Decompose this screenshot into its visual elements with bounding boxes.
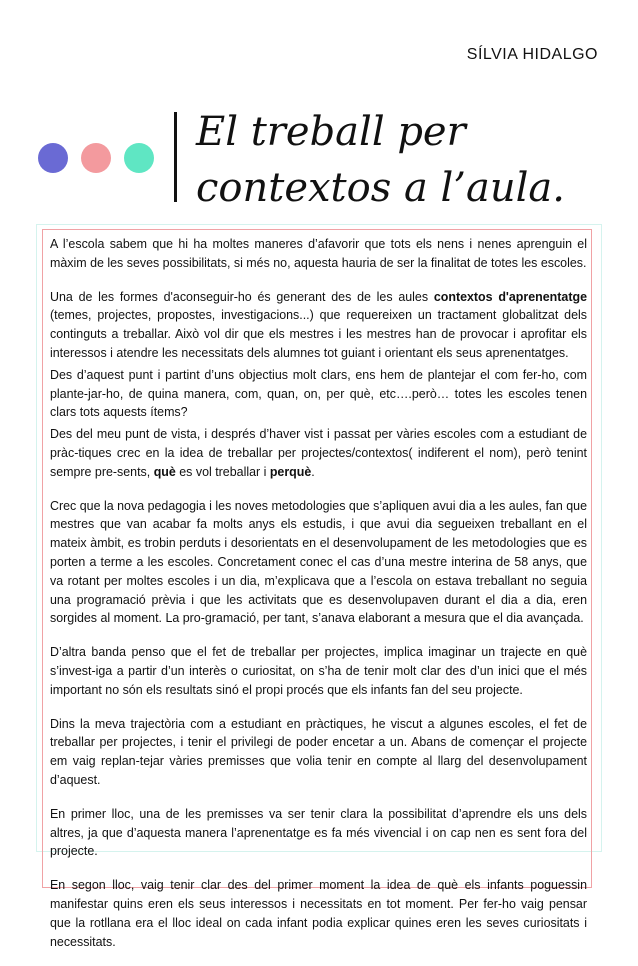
author-name: SÍLVIA HIDALGO [466,46,598,63]
article-body [50,235,587,966]
paragraph-2-text-a: Una de les formes d'aconseguir-ho és generant des de les aules [50,289,434,304]
mint-dot-icon [124,143,154,173]
paragraph-6: D’altra banda penso que el fet de treballar per projectes, implica imaginar un trajecte en què s’invest-iga a partir d’un interès o curiositat, on s’ha de tenir molt clar des d’un inici que el més important no són els resultats sinó el propi procés que els infants fan del seu projecte. [50,645,587,697]
blue-dot-icon [38,143,68,173]
paragraph-4-que: què [153,464,176,479]
paragraph-4-perque: perquè [269,464,312,479]
paragraph-5: Crec que la nova pedagogia i les noves metodologies que s’apliquen avui dia a les aules, fan que mestres que van acabar fa molts anys els estudis, i que avui dia segueixen treballant en el mateix àmbit, es trobin perduts i desorientats en el desenvolupament de les metodologies que es porten a terme a les escoles. Concretament conec el cas d’una mestre interina de 58 anys, que va rotant per moltes escoles i un dia, m’explicava que a l’escola on estava treballant no seguia una programació prèvia i que les activitats que es desenvolupaven durant el dia a dia, eren sorgides al moment. La pro-gramació, per tant, s’anava elaborant a mesura que el dia avançada. [50,498,587,626]
decorative-dots [38,143,158,177]
paragraph-2-text-b: (temes, projectes, propostes, investigacions...) que requereixen un tractament globalitzat dels continguts a treballar. Això vol dir que els mestres i les mestres han de provocar i aprofitar els interessos i atendre les necessitats dels alumnes tot guiant i orientant els seus aprenentatges. [50,308,587,360]
paragraph-2 [50,288,587,363]
paragraph-4-text-a: Des del meu punt de vista, i després d’haver vist i passat per vàries escoles com a estudiant de pràc-tiques crec en la idea de treballar per projectes/contextos( indiferent el nom), però tenint sempre pre-sents, [50,427,587,479]
page-title [196,104,616,216]
pink-dot-icon [81,143,111,173]
title-line-2: contextos a l’aula. [196,165,565,211]
paragraph-9: En segon lloc, vaig tenir clar des del primer moment la idea de què els infants poguessin manifestar quins eren els seus interessos i necessitats en tot moment. Per fer-ho vaig pensar que la rotllana era el lloc ideal on cada infant podia explicar quines eren les seves curiositats i necessitats. [50,878,587,949]
paragraph-1: A l’escola sabem que hi ha moltes maneres d’afavorir que tots els nens i nenes aprenguin el màxim de les seves possibilitats, si més no, aquesta hauria de ser la finalitat de totes les escoles. [50,237,587,270]
paragraph-7: Dins la meva trajectòria com a estudiant en pràctiques, he viscut a algunes escoles, el fet de treballar per projectes, i tenir el privilegi de poder encetar a un. Abans de començar el projecte em vaig replan-tejar vàries premisses que volia tenir en compte al llarg del desenvolupament d’aquest. [50,716,587,787]
title-line-1: El treball per [196,109,466,155]
paragraph-4-text-b: es vol treballar i [175,464,270,479]
title-divider [174,112,177,202]
paragraph-3: Des d’aquest punt i partint d’uns objectius molt clars, ens hem de plantejar el com fer-ho, com plante-jar-ho, de quina manera, com, quan, on, per què, etc….però… totes les escoles tenen clars tots aquests ítems? [50,367,587,420]
paragraph-4 [50,425,587,481]
paragraph-2-highlight: contextos d'aprenentatge [433,289,587,304]
paragraph-4-text-c: . [311,464,315,479]
paragraph-8: En primer lloc, una de les premisses va ser tenir clara la possibilitat d’aprendre els uns dels altres, ja que d’aquesta manera l’aprenentatge es fa més vivencial i on cap nen es sent fora del projecte. [50,806,587,859]
